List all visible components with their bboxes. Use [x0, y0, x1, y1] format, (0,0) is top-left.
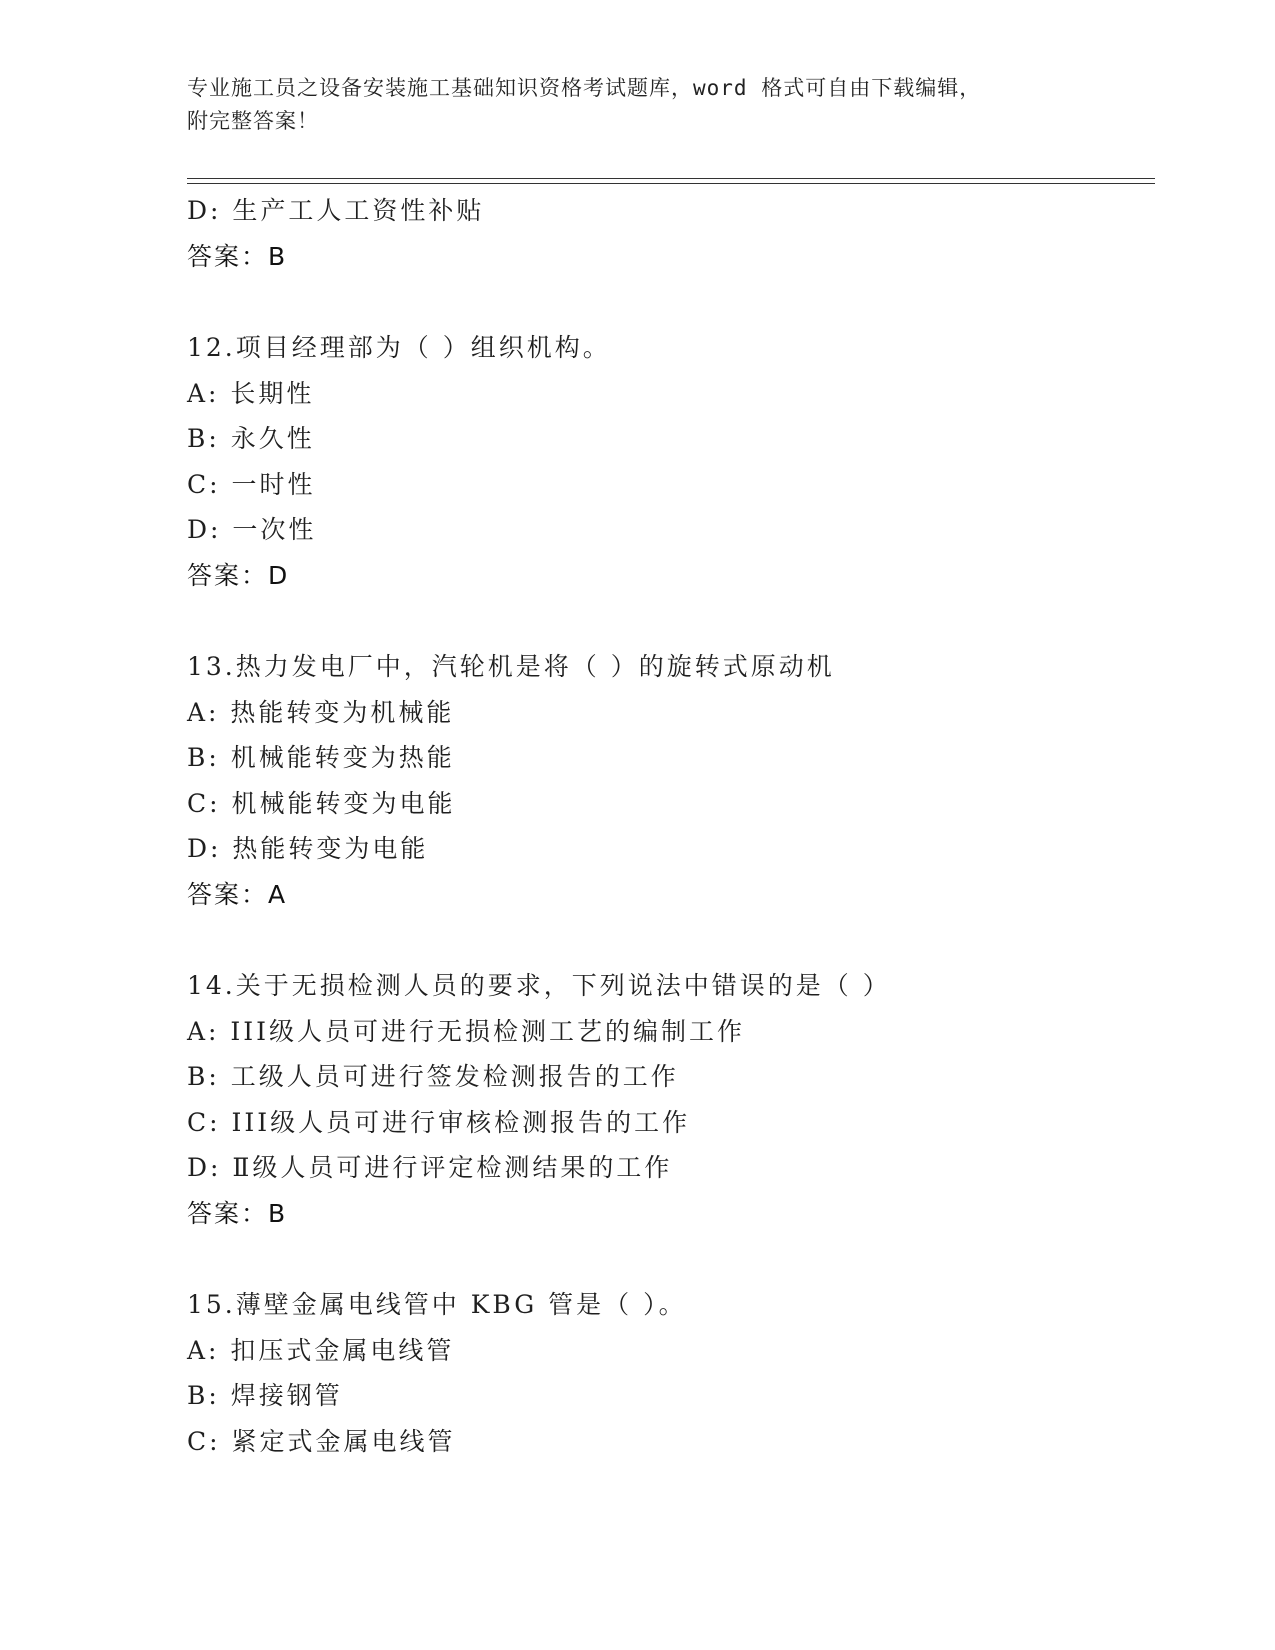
spacer — [187, 598, 1147, 644]
option-d: D: 生产工人工资性补贴 — [187, 196, 485, 225]
option-c: C: 一时性 — [187, 469, 316, 499]
option-c: C: III级人员可进行审核检测报告的工作 — [187, 1107, 691, 1137]
spacer — [187, 917, 1147, 963]
option-b: B: 永久性 — [187, 424, 315, 453]
question-15 — [187, 1282, 1147, 1464]
question-11-tail — [187, 188, 1147, 279]
option-a: A: 热能转变为机械能 — [187, 697, 455, 727]
option-a: A: 扣压式金属电线管 — [187, 1335, 455, 1365]
option-c: C: 机械能转变为电能 — [187, 788, 456, 818]
header-line-1: 专业施工员之设备安装施工基础知识资格考试题库，word 格式可自由下载编辑， — [187, 76, 982, 100]
option-b: B: 机械能转变为热能 — [187, 743, 455, 772]
question-stem: 13.热力发电厂中，汽轮机是将（ ）的旋转式原动机 — [187, 652, 835, 681]
option-d: D: 一次性 — [187, 515, 317, 544]
spacer — [187, 279, 1147, 325]
question-13 — [187, 644, 1147, 917]
answer-line: 答案：B — [187, 241, 288, 271]
option-b: B: 焊接钢管 — [187, 1381, 343, 1410]
question-stem: 12.项目经理部为（ ）组织机构。 — [187, 333, 611, 362]
question-list — [187, 188, 1147, 1464]
option-d: D: Ⅱ级人员可进行评定检测结果的工作 — [187, 1153, 673, 1182]
option-c: C: 紧定式金属电线管 — [187, 1426, 456, 1456]
question-stem: 14.关于无损检测人员的要求，下列说法中错误的是（ ） — [187, 971, 891, 1000]
header-divider-top — [187, 178, 1155, 179]
option-a: A: III级人员可进行无损检测工艺的编制工作 — [187, 1016, 746, 1046]
option-d: D: 热能转变为电能 — [187, 834, 429, 863]
document-header — [187, 72, 1067, 138]
spacer — [187, 1236, 1147, 1282]
question-12 — [187, 325, 1147, 598]
header-line-2: 附完整答案！ — [187, 109, 319, 133]
header-divider-bottom — [187, 183, 1155, 184]
option-b: B: 工级人员可进行签发检测报告的工作 — [187, 1062, 679, 1091]
question-stem: 15.薄壁金属电线管中 KBG 管是（ ）。 — [187, 1290, 687, 1319]
answer-line: 答案：D — [187, 560, 290, 590]
question-14 — [187, 963, 1147, 1236]
option-a: A: 长期性 — [187, 378, 315, 408]
answer-line: 答案：A — [187, 879, 288, 909]
answer-line: 答案：B — [187, 1198, 288, 1228]
